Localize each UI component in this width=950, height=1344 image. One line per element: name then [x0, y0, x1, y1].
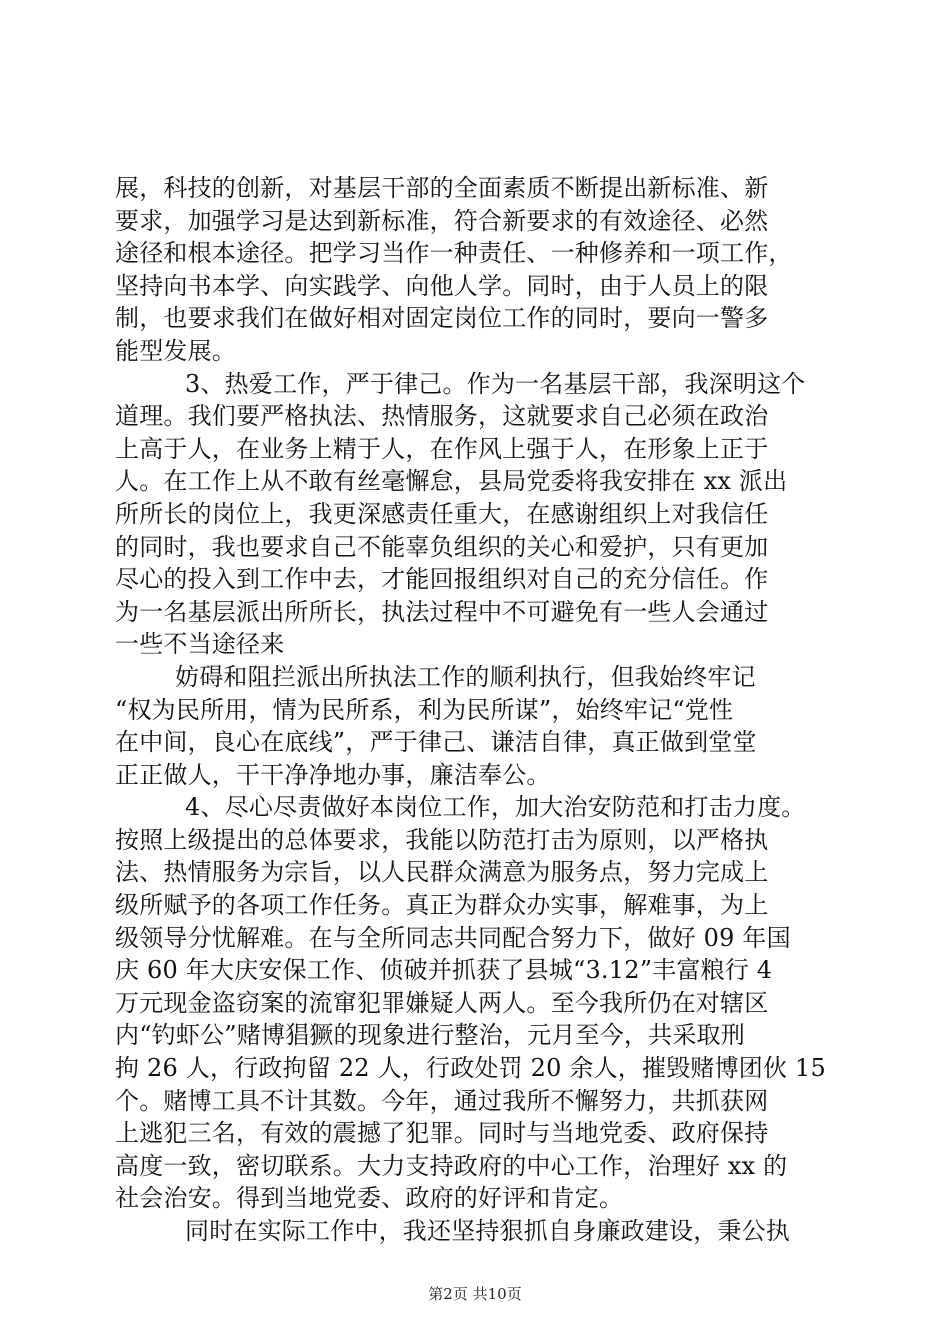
text-line: 正正做人，干干净净地办事，廉洁奉公。: [115, 760, 551, 789]
text-line: 制，也要求我们在做好相对固定岗位工作的同时，要向一警多: [115, 304, 769, 333]
text-line: 能型发展。: [115, 336, 236, 365]
text-line: 的同时，我也要求自己不能辜负组织的关心和爱护，只有更加: [115, 532, 769, 561]
text-line: 上逃犯三名，有效的震撼了犯罪。同时与当地党委、政府保持: [115, 1119, 769, 1148]
text-line: 万元现金盗窃案的流窜犯罪嫌疑人两人。至今我所仍在对辖区: [115, 988, 769, 1017]
text-line: 为一名基层派出所所长，执法过程中不可避免有一些人会通过: [115, 597, 769, 626]
text-line: 庆 60 年大庆安保工作、侦破并抓获了县城“3.12”丰富粮行 4: [115, 956, 773, 985]
text-line: 法、热情服务为宗旨，以人民群众满意为服务点，努力完成上: [115, 858, 769, 887]
text-line: 坚持向书本学、向实践学、向他人学。同时，由于人员上的限: [115, 271, 769, 300]
text-line: 途径和根本途径。把学习当作一种责任、一种修养和一项工作，: [115, 239, 793, 268]
text-line: 拘 26 人，行政拘留 22 人，行政处罚 20 余人，摧毁赌博团伙 15: [115, 1054, 826, 1083]
text-line: 高度一致，密切联系。大力支持政府的中心工作，治理好 xx 的: [115, 1151, 788, 1180]
text-line: “权为民所用，情为民所系，利为民所谋”，始终牢记“党性: [115, 695, 734, 724]
text-line: 个。赌博工具不计其数。今年，通过我所不懈努力，共抓获网: [115, 1086, 769, 1115]
text-line: 上高于人，在业务上精于人，在作风上强于人，在形象上正于: [115, 434, 769, 463]
text-line: 内“钓虾公”赌博猖獗的现象进行整治，元月至今，共采取刑: [115, 1021, 745, 1050]
text-line: 尽心的投入到工作中去，才能回报组织对自己的充分信任。作: [115, 565, 769, 594]
text-line: 按照上级提出的总体要求，我能以防范打击为原则，以严格执: [115, 825, 769, 854]
body-text: [115, 172, 835, 1248]
page-footer: 第2页 共10页: [428, 1285, 522, 1303]
text-line: 妨碍和阻拦派出所执法工作的顺利执行，但我始终牢记: [175, 662, 756, 691]
text-line: 展，科技的创新，对基层干部的全面素质不断提出新标准、新: [115, 174, 769, 202]
text-line: 人。在工作上从不敢有丝毫懈怠，县局党委将我安排在 xx 派出: [115, 467, 788, 496]
text-line: 3、热爱工作，严于律己。作为一名基层干部，我深明这个: [185, 369, 806, 398]
text-line: 级领导分忧解难。在与全所同志共同配合努力下，做好 09 年国: [115, 923, 791, 952]
text-line: 社会治安。得到当地党委、政府的好评和肯定。: [115, 1184, 624, 1213]
text-line: 在中间，良心在底线”，严于律己、谦洁自律，真正做到堂堂: [115, 728, 757, 757]
text-line: 同时在实际工作中，我还坚持狠抓自身廉政建设，秉公执: [185, 1217, 790, 1245]
text-line: 级所赋予的各项工作任务。真正为群众办实事，解难事，为上: [115, 891, 769, 920]
text-line: 道理。我们要严格执法、热情服务，这就要求自己必须在政治: [115, 402, 769, 431]
text-line: 4、尽心尽责做好本岗位工作，加大治安防范和打击力度。: [185, 793, 806, 822]
text-line: 要求，加强学习是达到新标准，符合新要求的有效途径、必然: [115, 206, 769, 235]
text-line: 所所长的岗位上，我更深感责任重大，在感谢组织上对我信任: [115, 499, 769, 528]
text-line: 一些不当途径来: [115, 630, 285, 659]
